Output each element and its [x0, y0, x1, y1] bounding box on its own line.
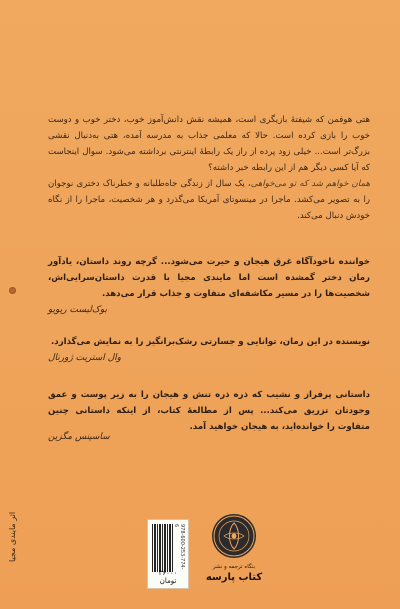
review-quote-3: داستانی پرفراز و نشیب که ذره ذره تنش و هیجان را به زیر پوست و عمق وجودتان تزریق می‌کند... پس از مطالعهٔ کتاب، از اینکه داستانی چنین متفاوت را خوانده‌اید، به هیجان خواهید آمد.: [48, 390, 370, 432]
price: ۳۶۰۰۰ تومان: [158, 569, 178, 585]
publisher-emblem-icon: [212, 514, 256, 558]
synopsis: [48, 112, 370, 224]
review-source-1: بوک‌لیست ریویو: [48, 305, 108, 315]
publisher-name: کتاب پارسه: [205, 572, 263, 583]
synopsis-paragraph-2: [48, 176, 370, 224]
review-quote-1: خواننده ناخودآگاه غرق هیجان و حیرت می‌شود... گرچه روند داستان، یادآور رمان دختر گمشده است اما مایندی مجیا با قدرت داستان‌سرایی‌اش، شخصیت‌ها را در مسیر مکاشفه‌ای متفاوت و جذاب قرار می‌دهد.: [48, 257, 370, 299]
punch-hole: [9, 287, 16, 294]
publisher-tagline: بنگاه ترجمه و نشر: [212, 564, 256, 570]
barcode-label: [147, 519, 189, 589]
publisher-logo: [204, 514, 264, 596]
synopsis-book-title: همان خواهم شد که تو می‌خواهی: [250, 179, 370, 189]
synopsis-paragraph-2-rest: ، یک سال از زندگی جاه‌طلبانه و خطرناک دختری نوجوان را به تصویر می‌کشد. ماجرا در مینسوتای آمریکا می‌گذرد و هر شخصیت، ماجرا را از نگاه خودش دنبال می‌کند.: [48, 179, 370, 221]
spine-text: اثر مایندی مجیا: [8, 512, 17, 563]
isbn-number: 978-600-253-774-6: [173, 524, 185, 570]
review-quote-2: نویسنده در این رمان، توانایی و جسارتی رشک‌برانگیز را به نمایش می‌گذارد.: [51, 337, 370, 347]
barcode-icon: [152, 524, 174, 572]
synopsis-paragraph-1: هتی هوفمن که شیفتهٔ بازیگری است، همیشه نقش دانش‌آموز خوب، دختر خوب و دوست خوب را بازی کرده است. حالا که معلمی جذاب به مدرسه آمده، هتی به‌دنبال نقشی بزرگ‌تر است... خیلی زود پرده از راز یک رابطهٔ اینترنتی برداشته می‌شود. سوال اینجاست که آیا کسی دیگر هم از این رابطه خبر داشته؟: [48, 115, 370, 173]
review-source-3: ساسپنس مگزین: [48, 432, 110, 442]
review-source-2: وال استریت ژورنال: [48, 353, 121, 363]
